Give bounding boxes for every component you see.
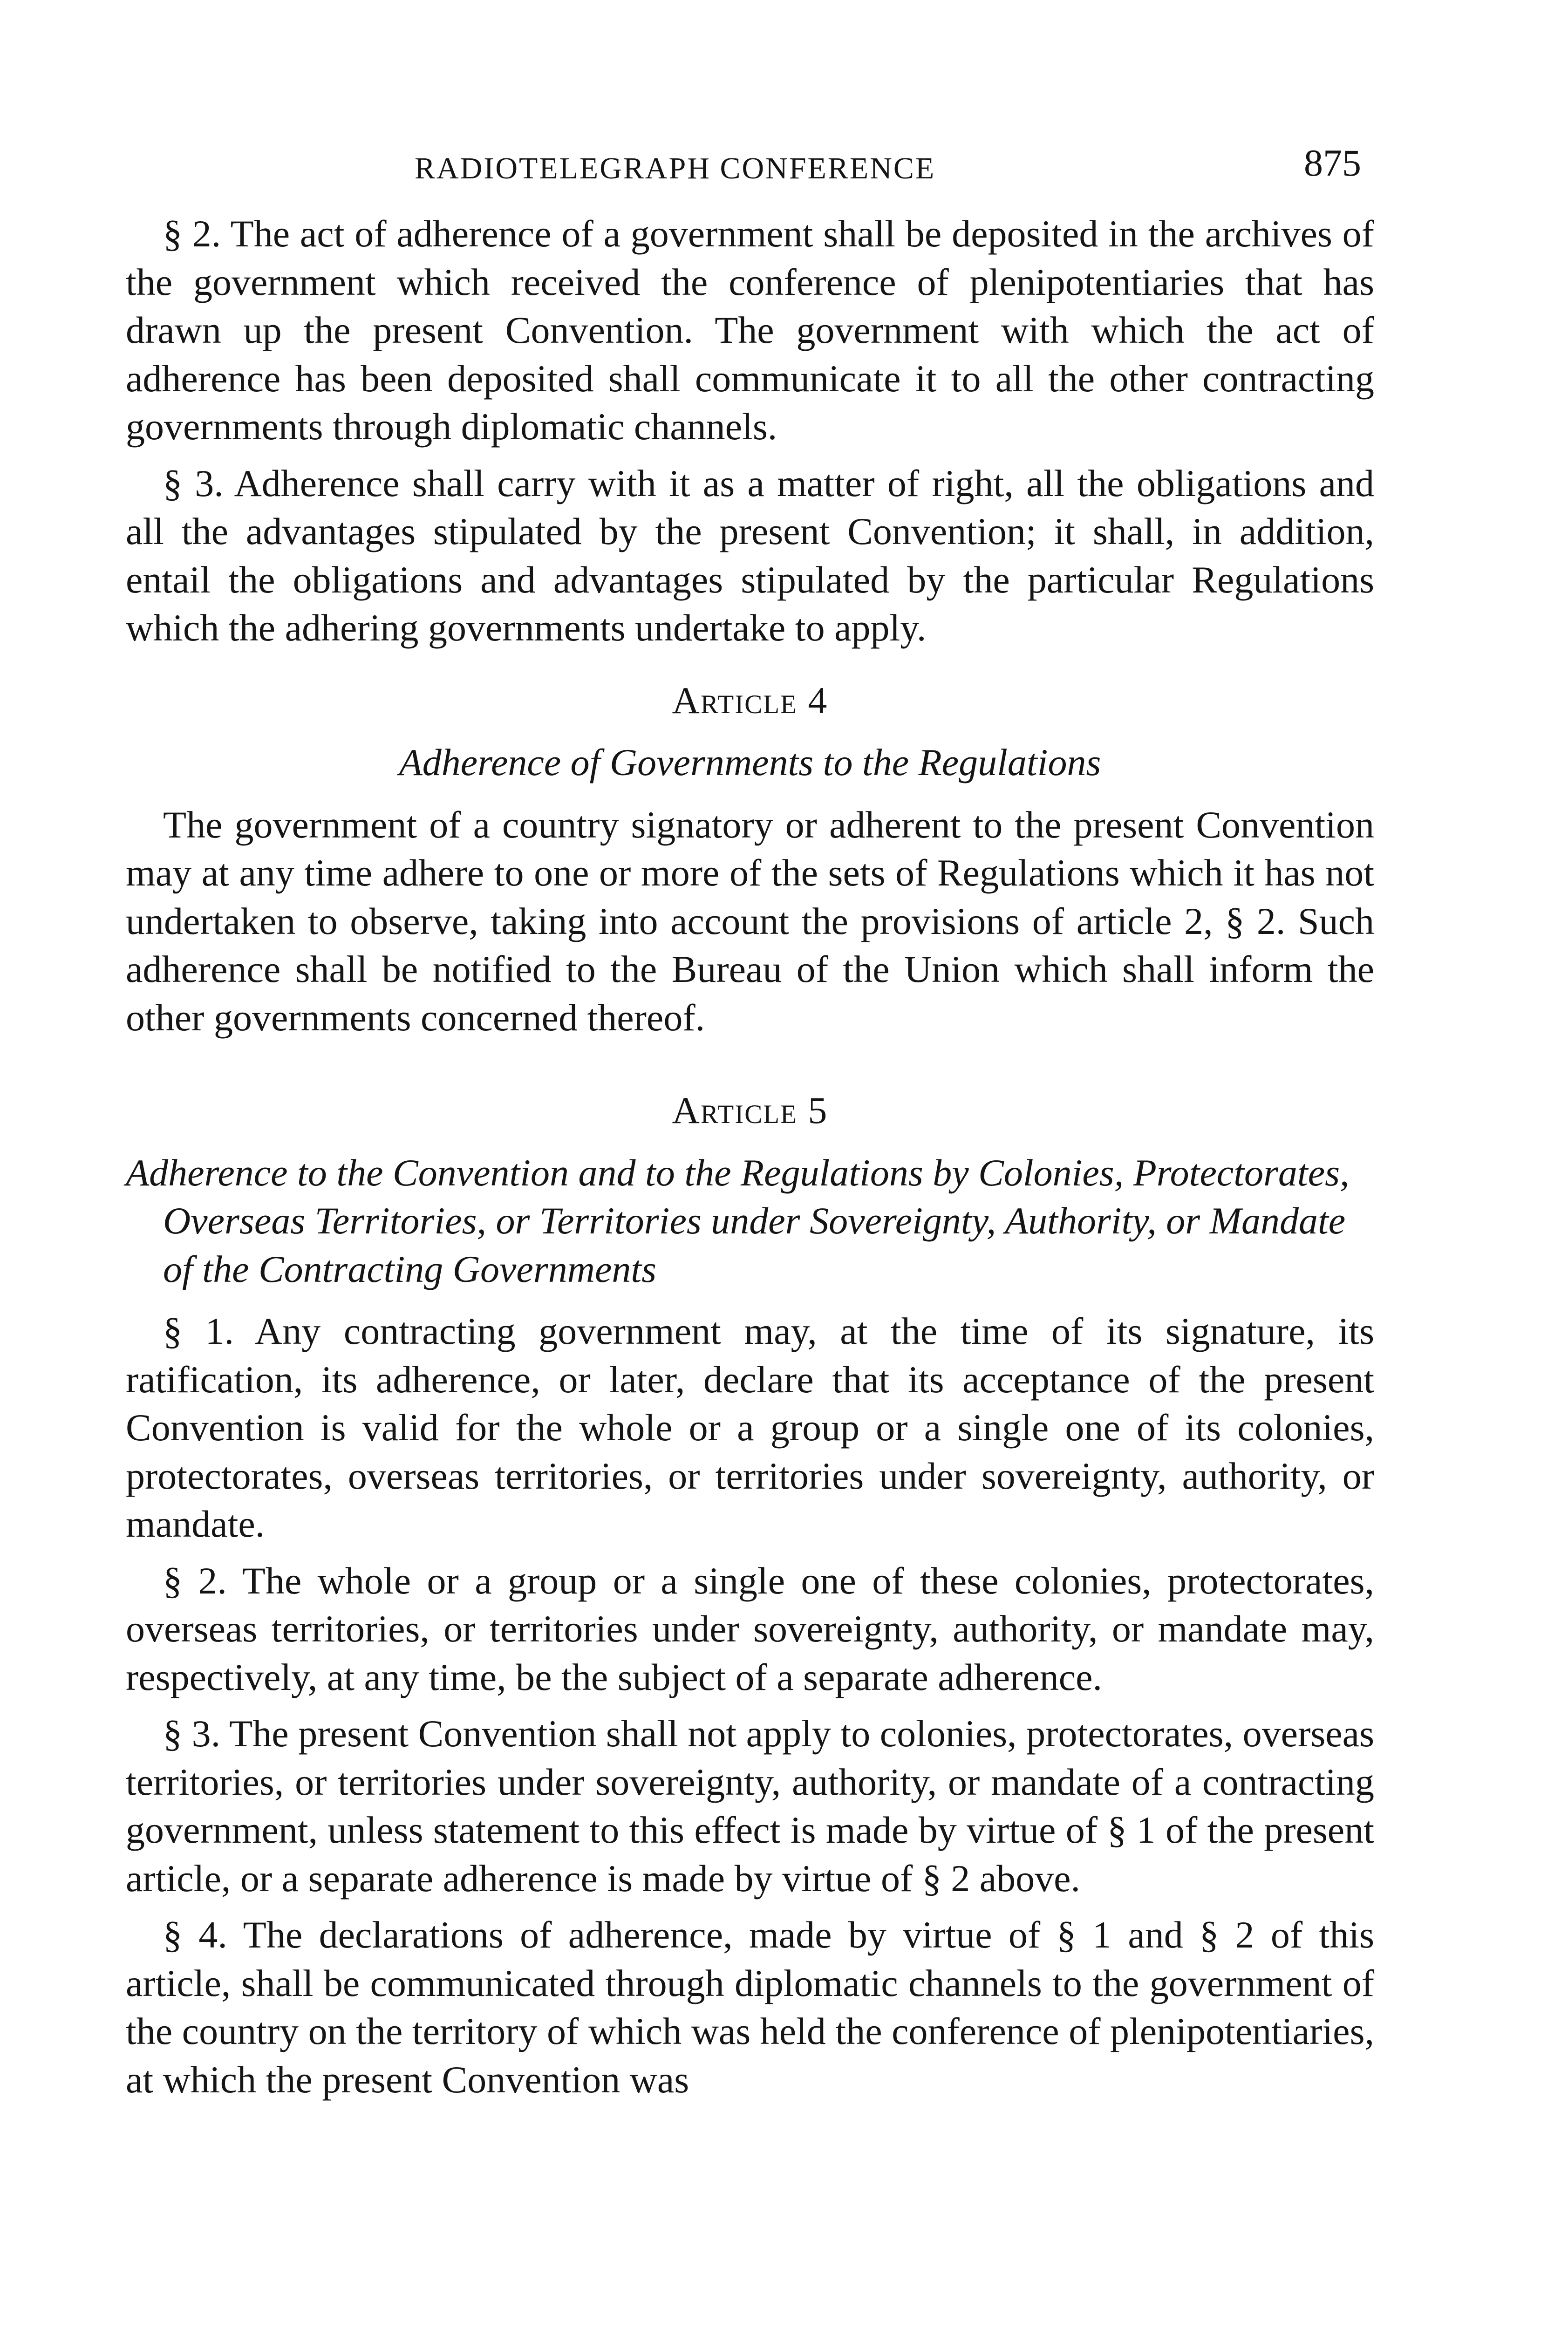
- document-page: [126, 135, 1374, 2104]
- running-title: RADIOTELEGRAPH CONFERENCE: [415, 151, 936, 185]
- page-number: 875: [1304, 142, 1361, 184]
- article4-heading: Article 4: [672, 679, 828, 722]
- article3-section2: § 2. The act of adherence of a government shall be deposited in the archives of the government which received the conference of plenipotentiaries that has drawn up the present Convention. The government with which the act of adherence has been deposited shall communicate it to all the other contracting governments through diplomatic channels.: [126, 212, 1374, 448]
- article5-heading: Article 5: [672, 1089, 828, 1131]
- article5-section3: § 3. The present Convention shall not apply to colonies, protectorates, overseas territories, or territories under sovereignty, authority, or mandate of a contracting government, unless statement to this effect is made by virtue of § 1 of the present article, or a separate adherence is made by virtue of § 2 above.: [126, 1712, 1374, 1900]
- article3-section3: § 3. Adherence shall carry with it as a matter of right, all the obligations and all the advantages stipulated by the present Convention; it shall, in addition, entail the obligations and advantages stipulated by the particular Regulations which the adhering governments undertake to apply.: [126, 462, 1374, 649]
- article5-section2: § 2. The whole or a group or a single one of these colonies, protectorates, overseas territories, or territories under sovereignty, authority, or mandate may, respectively, at any time, be the subject of a separate adherence.: [126, 1559, 1374, 1698]
- page-header: [126, 135, 1374, 191]
- article4-body: The government of a country signatory or adherent to the present Convention may at any time adhere to one or more of the sets of Regulations which it has not undertaken to observe, taking into account the provisions of article 2, § 2. Such adherence shall be notified to the Bureau of the Union which shall inform the other governments concerned thereof.: [126, 803, 1374, 1039]
- article5-title: Adherence to the Convention and to the Regulations by Colonies, Protectorates, Overseas Territories, or Territories under Sovereignty, Authority, or Mandate of the Contracting Governments: [126, 1151, 1350, 1290]
- article4-title: Adherence of Governments to the Regulations: [399, 741, 1101, 783]
- article5-section4: § 4. The declarations of adherence, made by virtue of § 1 and § 2 of this article, shall be communicated through diplomatic channels to the government of the country on the territory of which was held the conference of plenipotentiaries, at which the present Convention was: [126, 1914, 1374, 2101]
- article5-section1: § 1. Any contracting government may, at the time of its signature, its ratification, its adherence, or later, declare that its acceptance of the present Convention is valid for the whole or a group or a single one of its colonies, protectorates, overseas territories, or territories under sovereignty, authority, or mandate.: [126, 1310, 1374, 1545]
